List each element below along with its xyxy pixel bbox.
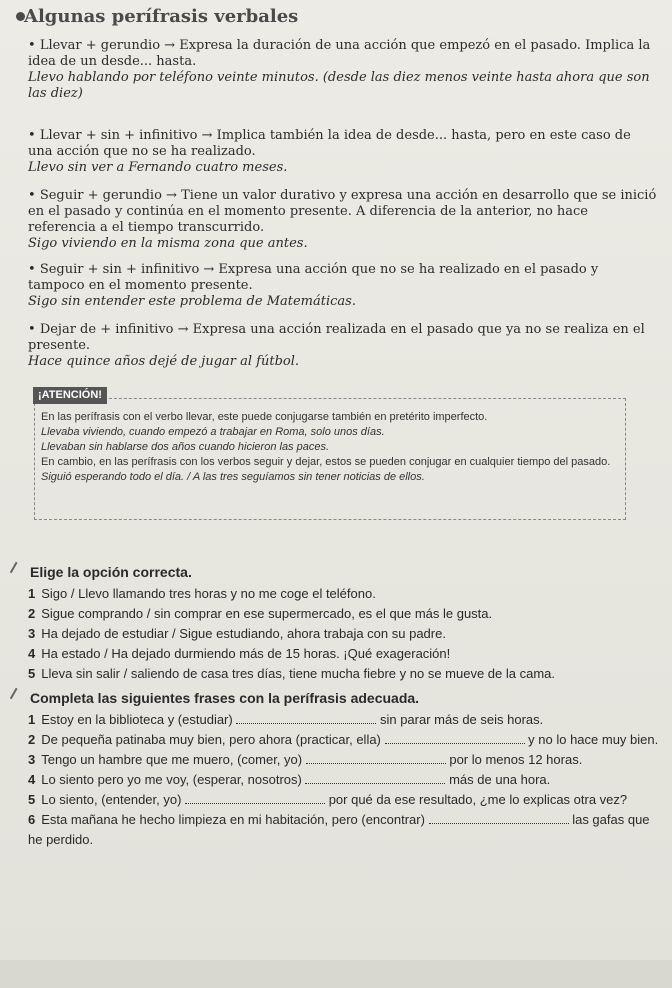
definition-1 [28,38,658,102]
definition-text: • Seguir + sin + infinitivo → Expresa una acción que no se ha realizado en el pasado y tampoco en el momento presente. [28,262,658,294]
atencion-line: En las perífrasis con el verbo llevar, este puede conjugarse también en pretérito imperfecto. [41,411,488,423]
list-item: 4 Lo siento pero yo me voy, (esperar, nosotros) más de una hora. [28,772,551,787]
definition-text: • Llevar + sin + infinitivo → Implica también la idea de desde... hasta, pero en este caso de una acción que no se ha realizado. [28,128,658,160]
definition-example: Sigo viviendo en la misma zona que antes. [28,236,308,251]
handwritten-check-icon [10,562,26,578]
atencion-tag: ¡ATENCIÓN! [33,387,107,404]
list-item: 1 Sigo / Llevo llamando tres horas y no me coge el teléfono. [28,586,376,601]
page-title: Algunas perífrasis verbales [24,6,299,27]
list-item: 5 Lleva sin salir / saliendo de casa tres días, tiene mucha fiebre y no se mueve de la cama. [28,666,556,681]
definition-5 [28,322,658,370]
exercise-heading: Completa las siguientes frases con la perífrasis adecuada. [30,690,420,706]
atencion-line: En cambio, en las perífrasis con los verbos seguir y dejar, estos se pueden conjugar en cualquier tiempo del pasado. [41,456,611,468]
definition-example: Llevo hablando por teléfono veinte minutos. (desde las diez menos veinte hasta ahora que son las diez) [28,70,650,101]
definition-example: Sigo sin entender este problema de Matemáticas. [28,294,356,309]
answer-blank[interactable] [306,763,446,764]
definition-3 [28,188,658,252]
answer-blank[interactable] [236,723,376,724]
list-item: 5 Lo siento, (entender, yo) por qué da ese resultado, ¿me lo explicas otra vez? [28,792,628,807]
answer-blank[interactable] [305,783,445,784]
atencion-box [34,389,626,520]
list-item: 3 Ha dejado de estudiar / Sigue estudiando, ahora trabaja con su padre. [28,626,446,641]
list-item: 3 Tengo un hambre que me muero, (comer, yo) por lo menos 12 horas. [28,752,583,767]
definition-2 [28,128,658,176]
handwritten-check-icon [10,688,26,704]
list-item: 4 Ha estado / Ha dejado durmiendo más de 15 horas. ¡Qué exageración! [28,646,451,661]
definition-text: • Seguir + gerundio → Tiene un valor durativo y expresa una acción en desarrollo que se inició en el pasado y continúa en el momento presente. A diferencia de la anterior, no hace referencia a el tiempo transcurrido. [28,188,658,236]
list-item: 1 Estoy en la biblioteca y (estudiar) sin parar más de seis horas. [28,712,544,727]
atencion-line: Llevaba viviendo, cuando empezó a trabajar en Roma, solo unos días. [41,426,385,438]
exercise-2 [20,688,660,850]
exercise-heading: Elige la opción correcta. [30,564,192,580]
atencion-line: Siguió esperando todo el día. / A las tres seguíamos sin tener noticias de ellos. [41,471,425,483]
list-item: 2 De pequeña patinaba muy bien, pero ahora (practicar, ella) y no lo hace muy bien. [28,732,659,747]
definition-example: Hace quince años dejé de jugar al fútbol. [28,354,300,369]
definition-text: • Llevar + gerundio → Expresa la duración de una acción que empezó en el pasado. Implica la idea de un desde... hasta. [28,38,658,70]
list-item: 2 Sigue comprando / sin comprar en ese supermercado, es el que más le gusta. [28,606,493,621]
definition-example: Llevo sin ver a Fernando cuatro meses. [28,160,288,175]
atencion-line: Llevaban sin hablarse dos años cuando hicieron las paces. [41,441,330,453]
answer-blank[interactable] [429,823,569,824]
exercise-1 [20,562,660,684]
answer-blank[interactable] [185,803,325,804]
list-item: 6 Esta mañana he hecho limpieza en mi habitación, pero (encontrar) las gafas que he perdido. [28,812,650,847]
definition-4 [28,262,658,310]
answer-blank[interactable] [385,743,525,744]
page-bottom-edge [0,960,672,988]
definition-text: • Dejar de + infinitivo → Expresa una acción realizada en el pasado que ya no se realiza en el presente. [28,322,658,354]
